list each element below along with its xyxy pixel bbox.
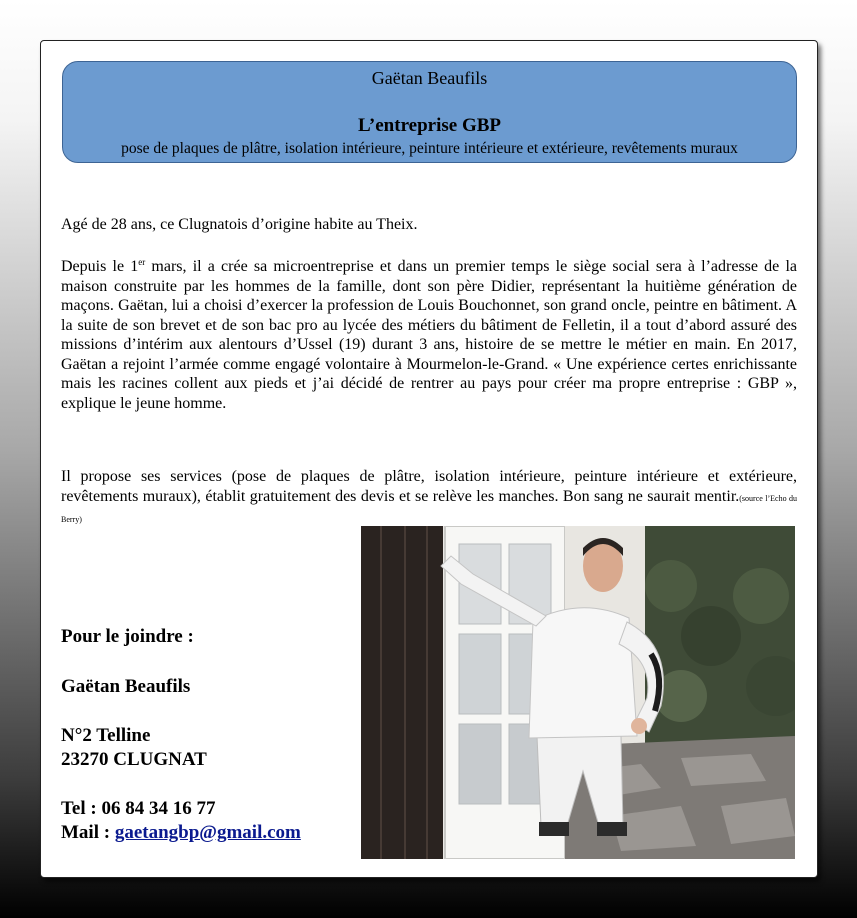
history-paragraph <box>61 257 797 413</box>
services-paragraph <box>61 467 797 530</box>
photo-illustration <box>361 526 795 859</box>
services-text: Il propose ses services (pose de plaques de plâtre, isolation intérieure, peinture intérieure et extérieure, revêtements muraux), établit gratuitement des devis et se relève les manches. Bon sang ne saurait mentir. <box>61 468 797 505</box>
contact-heading: Pour le joindre : <box>61 626 194 647</box>
banner-name: Gaëtan Beaufils <box>371 68 488 88</box>
ordinal-suffix: er <box>138 257 146 267</box>
portrait-photo <box>361 526 795 859</box>
mail-label: Mail : <box>61 822 115 843</box>
history-text-rest: mars, il a crée sa microentreprise et dans un premier temps le siège social sera à l’adresse de la maison construite par les hommes de la famille, dont son père Didier, représentant la huitième génération de maçons. Gaëtan, lui a choisi d’exercer la profession de Louis Bouchonnet, son grand oncle, peintre en bâtiment. A la suite de son brevet et de son bac pro au lycée des métiers du bâtiment de Felletin, il a tout d’abord assuré des missions d’intérim aux alentours d’Ussel (19) durant 3 ans, histoire de se mettre le métier en main. En 2017, Gaëtan a rejoint l’armée comme engagé volontaire à Mourmelon-le-Grand. « Une expérience certes enrichissante mais les racines collent aux pieds et j’ai décidé de rentrer au pays pour créer ma propre entreprise : GBP », explique le jeune homme. <box>61 258 798 412</box>
intro-paragraph: Agé de 28 ans, ce Clugnatois d’origine habite au Theix. <box>61 216 418 233</box>
contact-mail <box>61 821 301 846</box>
contact-tel: Tel : 06 84 34 16 77 <box>61 798 216 819</box>
source-note: (source l’Echo du Berry) <box>61 493 797 524</box>
header-banner <box>62 61 797 163</box>
banner-services: pose de plaques de plâtre, isolation intérieure, peinture intérieure et extérieure, revêtements muraux <box>121 140 738 157</box>
contact-name: Gaëtan Beaufils <box>61 676 191 697</box>
email-link[interactable]: gaetangbp@gmail.com <box>114 822 301 843</box>
contact-street: N°2 Telline <box>61 725 151 746</box>
document-page <box>40 40 818 878</box>
history-text-start: Depuis le 1 <box>61 258 139 275</box>
contact-city: 23270 CLUGNAT <box>61 749 207 770</box>
banner-company: L’entreprise GBP <box>357 115 502 136</box>
